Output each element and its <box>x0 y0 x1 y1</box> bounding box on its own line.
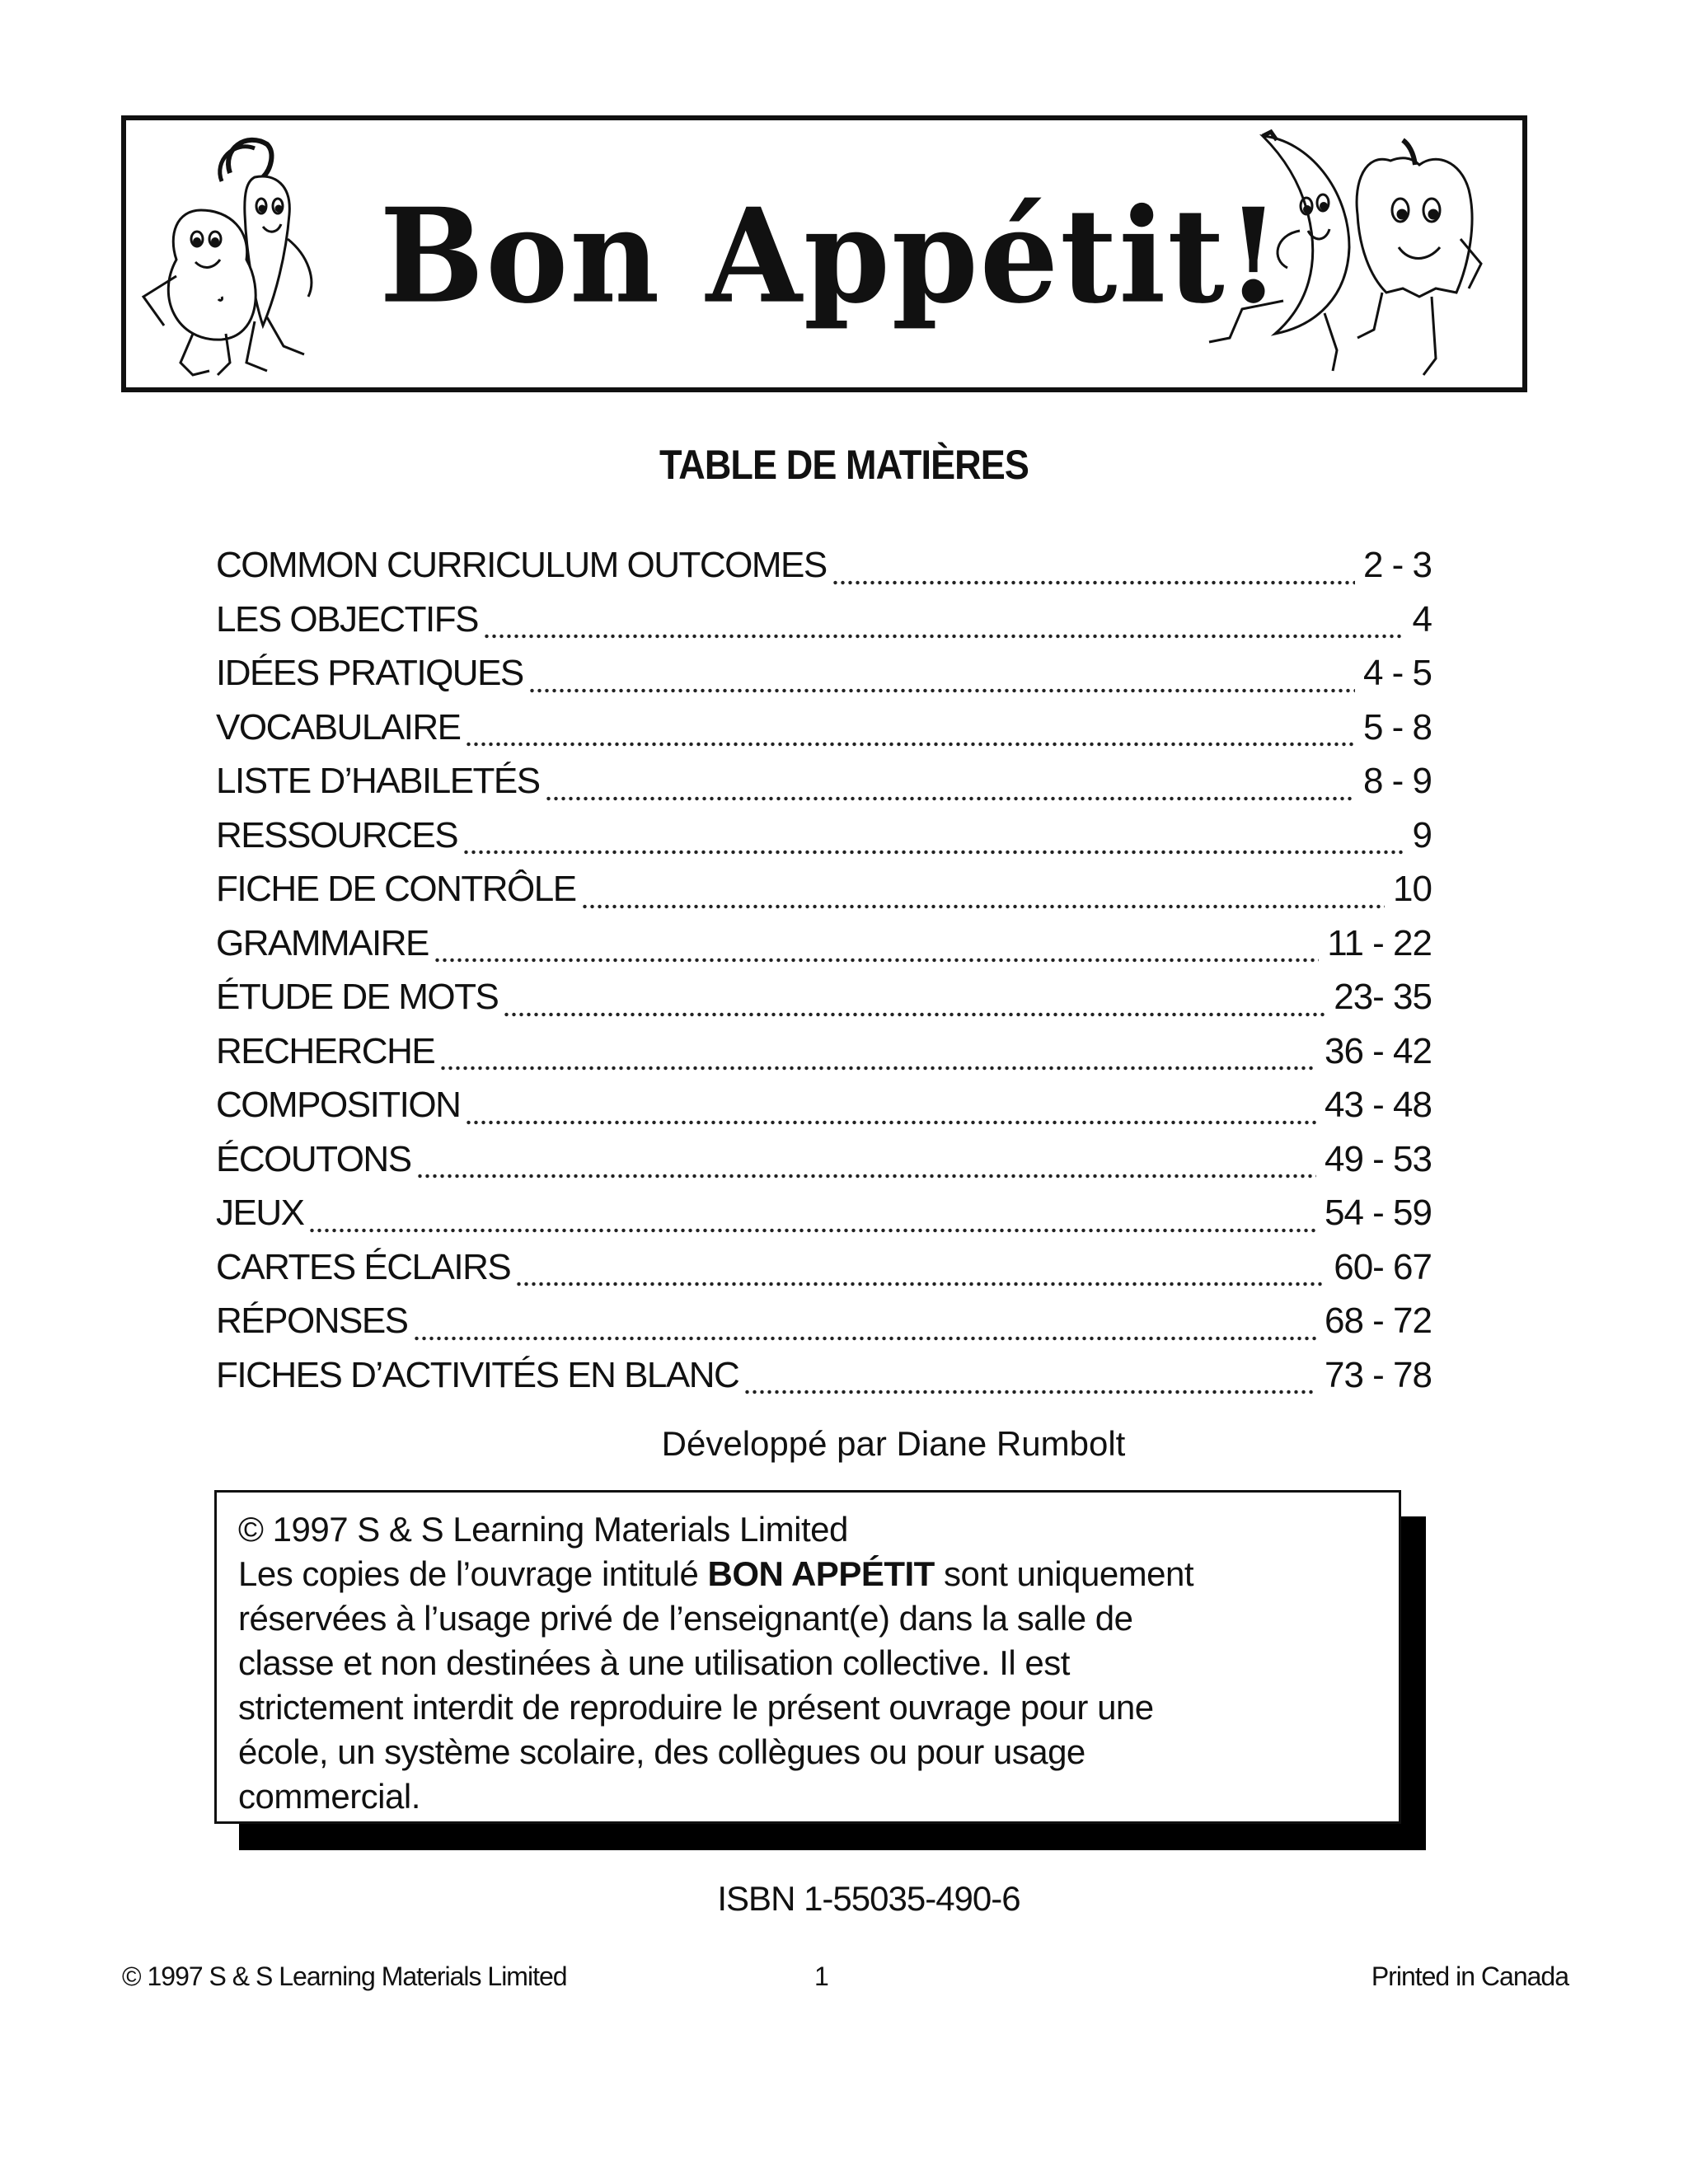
footer-copyright: © 1997 S & S Learning Materials Limited <box>122 1961 567 1991</box>
banana-apple-mascots-icon <box>1184 124 1514 387</box>
toc-entry-pages: 10 <box>1393 869 1432 909</box>
toc-entry-pages: 68 - 72 <box>1325 1301 1432 1341</box>
toc-entry-label: ÉTUDE DE MOTS <box>216 977 499 1017</box>
toc-entry-pages: 11 - 22 <box>1327 922 1432 963</box>
notice-line-1 <box>238 1552 1377 1596</box>
toc-entry[interactable] <box>216 1192 1432 1246</box>
dot-leader <box>465 1118 1316 1127</box>
toc-entry-pages: 43 - 48 <box>1325 1085 1432 1125</box>
toc-entry-label: VOCABULAIRE <box>216 706 461 748</box>
dot-leader <box>416 1172 1316 1180</box>
toc-entry[interactable] <box>216 814 1432 869</box>
toc-entry[interactable] <box>216 868 1432 922</box>
toc-entry-pages: 8 - 9 <box>1362 761 1432 801</box>
toc-entry[interactable] <box>216 760 1432 814</box>
toc-entry[interactable] <box>216 1138 1432 1193</box>
toc-entry-label: LES OBJECTIFS <box>216 598 478 640</box>
toc-entry[interactable] <box>216 652 1432 706</box>
toc-entry-label: RÉPONSES <box>216 1301 408 1341</box>
toc-entry-label: JEUX <box>216 1193 304 1233</box>
dot-leader <box>515 1280 1325 1288</box>
notice-line-4: strictement interdit de reproduire le présent ouvrage pour une <box>238 1688 1154 1727</box>
toc-entry[interactable] <box>216 544 1432 598</box>
isbn: ISBN 1-55035-490-6 <box>717 1879 1020 1918</box>
toc-entry-pages: 54 - 59 <box>1325 1193 1432 1233</box>
notice-book-title: BON APPÉTIT <box>707 1554 935 1593</box>
notice-line-3: classe et non destinées à une utilisation collective. Il est <box>238 1643 1070 1682</box>
dot-leader <box>434 956 1319 964</box>
notice-copyright: © 1997 S & S Learning Materials Limited <box>238 1510 848 1549</box>
banner-title: Bon Appétit! <box>379 180 1282 333</box>
toc-entry-label: CARTES ÉCLAIRS <box>216 1246 511 1287</box>
toc-entry[interactable] <box>216 706 1432 761</box>
toc-entry-pages: 49 - 53 <box>1325 1138 1432 1179</box>
toc-entry[interactable] <box>216 1246 1432 1301</box>
dot-leader <box>581 902 1386 911</box>
toc-entry-label: IDÉES PRATIQUES <box>216 653 523 693</box>
notice-line-6: commercial. <box>238 1777 420 1816</box>
toc-entry[interactable] <box>216 598 1432 653</box>
dot-leader <box>462 848 1404 856</box>
dot-leader <box>832 579 1355 587</box>
notice-line-1-post: sont uniquement <box>934 1554 1194 1593</box>
toc-entry-label: FICHES D’ACTIVITÉS EN BLANC <box>216 1354 739 1395</box>
dot-leader <box>483 632 1404 640</box>
toc-entry-label: FICHE DE CONTRÔLE <box>216 869 576 909</box>
toc-entry-pages: 4 <box>1412 598 1432 640</box>
toc-entry-pages: 60- 67 <box>1334 1246 1432 1287</box>
toc-entry-label: COMPOSITION <box>216 1085 461 1125</box>
footer-printed-in: Printed in Canada <box>1371 1961 1568 1991</box>
dot-leader <box>743 1388 1316 1396</box>
toc-entry[interactable] <box>216 922 1432 977</box>
dot-leader <box>465 740 1354 748</box>
dot-leader <box>545 794 1355 803</box>
toc-entry-pages: 36 - 42 <box>1325 1030 1432 1071</box>
toc-entry-label: LISTE D’HABILETÉS <box>216 761 540 801</box>
toc-entry[interactable] <box>216 1030 1432 1085</box>
toc-entry-label: ÉCOUTONS <box>216 1138 411 1179</box>
author-credit: Développé par Diane Rumbolt <box>661 1424 1126 1463</box>
toc-entry-pages: 5 - 8 <box>1362 706 1432 748</box>
toc-entry[interactable] <box>216 976 1432 1030</box>
toc-entry[interactable] <box>216 1354 1432 1408</box>
page-number: 1 <box>814 1961 828 1991</box>
dot-leader <box>413 1334 1317 1343</box>
toc-entry[interactable] <box>216 1300 1432 1354</box>
dot-leader <box>528 687 1355 695</box>
toc-entry-pages: 23- 35 <box>1334 977 1432 1017</box>
toc-entry-label: COMMON CURRICULUM OUTCOMES <box>216 545 827 585</box>
toc-entry-pages: 73 - 78 <box>1325 1354 1432 1395</box>
notice-line-2: réservées à l’usage privé de l’enseignant(e) dans la salle de <box>238 1599 1133 1638</box>
toc-entry-pages: 2 - 3 <box>1362 545 1432 585</box>
potato-carrot-mascots-icon <box>131 124 354 387</box>
toc-title: TABLE DE MATIÈRES <box>659 442 1029 488</box>
table-of-contents <box>216 544 1432 1408</box>
title-banner <box>121 115 1527 392</box>
toc-entry-pages: 9 <box>1412 814 1432 855</box>
toc-entry-pages: 4 - 5 <box>1362 653 1432 693</box>
dot-leader <box>503 1010 1325 1019</box>
toc-entry-label: GRAMMAIRE <box>216 922 429 963</box>
toc-entry[interactable] <box>216 1084 1432 1138</box>
toc-entry-label: RESSOURCES <box>216 814 458 855</box>
toc-entry-label: RECHERCHE <box>216 1030 435 1071</box>
dot-leader <box>308 1226 1316 1235</box>
dot-leader <box>439 1064 1316 1072</box>
notice-line-1-pre: Les copies de l’ouvrage intitulé <box>238 1554 708 1593</box>
notice-line-5: école, un système scolaire, des collègues ou pour usage <box>238 1732 1085 1771</box>
copyright-notice-box <box>214 1490 1401 1824</box>
page-footer <box>122 1961 1568 1994</box>
